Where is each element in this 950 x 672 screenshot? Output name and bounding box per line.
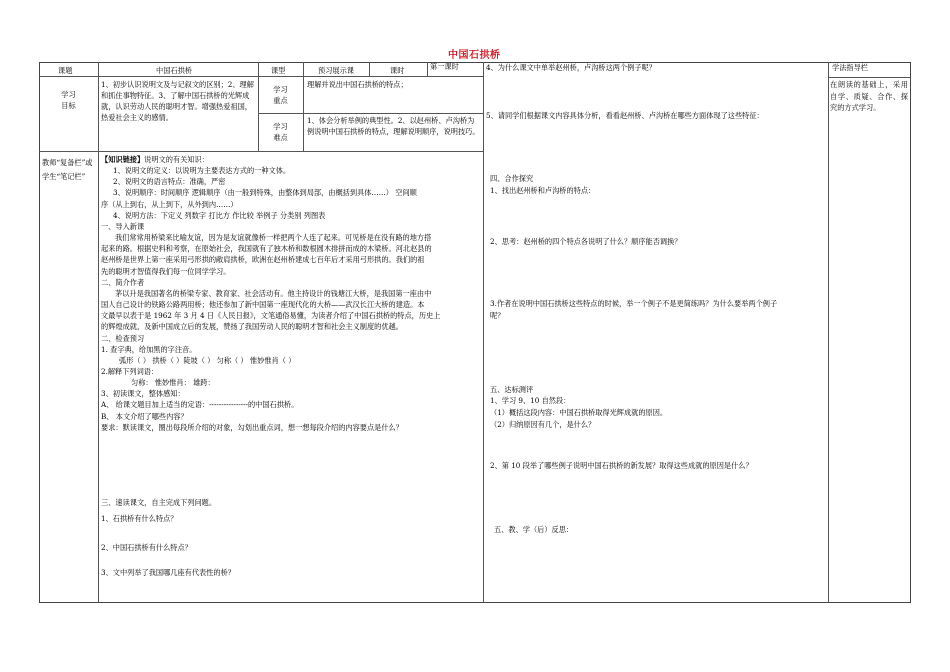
- question-item: 1、石拱桥有什么特点？: [101, 514, 178, 523]
- question-item: （2）归纳原因有几个，是什么？: [490, 420, 596, 429]
- preview-task: 要求：默读课文，圈出每段所介绍的对象，勾划出重点词，想一想每段介绍的内容要点是什么？: [101, 422, 403, 432]
- column-divider: [303, 62, 304, 151]
- knowledge-item: 2、说明文的语言特点：准确，严密: [113, 177, 226, 187]
- author-text: 的辉煌成就，及新中国成立后的发展，赞扬了我国劳动人民的聪明才智和社会主义制度的优越。: [101, 322, 403, 332]
- type-label: 课型: [271, 66, 286, 75]
- column-divider: [828, 62, 829, 603]
- intro-text: 我们常常用桥梁来比喻友谊，因为是友谊就像桥一样把两个人连了起来。可见桥是在没有路的地方搭: [115, 233, 432, 243]
- period-value: 第一课时: [430, 62, 459, 71]
- column-divider: [98, 62, 99, 603]
- section-heading: 一、导入新课: [101, 221, 145, 231]
- section-heading: 四、合作探究: [490, 174, 534, 183]
- author-text: 国人自己设计的铁路公路两用桥；他还参加了新中国第一座现代化的大桥——武汉长江大桥的建造。本: [101, 300, 425, 310]
- knowledge-heading: 【知识链接】说明文的有关知识：: [101, 155, 209, 164]
- preview-task: 3、初读课文，整体感知：: [101, 389, 185, 399]
- goals-label: 学习 目标: [61, 90, 76, 111]
- preview-task: 1. 查字典，给加黑的字注音。: [101, 344, 197, 354]
- question-item: 4、为什么课文中单举赵州桥，卢沟桥这两个例子呢？: [486, 63, 656, 72]
- row-divider: [39, 151, 483, 152]
- section-heading: 二、简介作者: [101, 277, 145, 287]
- row-divider: [39, 76, 483, 77]
- pinyin-items: 弧形（ ） 拱桥（ ）陡坡（ ） 匀称（ ） 惟妙惟肖（ ）: [119, 355, 296, 365]
- question-item: 1、学习 9、10 自然段：: [490, 396, 571, 405]
- difficulty-label: 学习 难点: [273, 122, 288, 143]
- topic-value: 中国石拱桥: [156, 66, 192, 75]
- row-divider: [828, 77, 911, 78]
- knowledge-item: 3、说明顺序：时间顺序 逻辑顺序（由一般到特殊，由整体到局部，由概括到具体……） 空间顺: [113, 188, 417, 198]
- author-text: 文最早以表于是 1962 年 3 月 4 日《人民日报》，文笔通俗易懂，为读者介绍了中国石拱桥的特点，历史上: [101, 311, 441, 321]
- question-item: 2、思考：赵州桥的四个特点各说明了什么？顺序能否调换？: [490, 237, 682, 246]
- question-item: 2、中国石拱桥有什么特点？: [101, 543, 192, 552]
- intro-text: 起来的路。根据史料和考察，在原始社会，我国就有了独木桥和数根圆木排拼而成的木梁桥。河北赵县的: [101, 244, 432, 254]
- question-item: （1）概括这段内容：中国石拱桥取得光辉成就的原因。: [490, 408, 668, 417]
- author-text: 茅以升是我国著名的桥梁专家、教育家、社会活动有。他主持设计的钱塘江大桥，是我国第一座由中: [115, 288, 432, 298]
- key-label: 学习 重点: [273, 85, 288, 106]
- question-item: 5、请同学们根据课文内容具体分析，看看赵州桥、卢沟桥在哪些方面体现了这些特征：: [486, 111, 764, 120]
- intro-text: 先的聪明才智值得我们每一位同学学习。: [101, 266, 231, 276]
- question-item: 2、第 10 段举了哪些例子说明中国石拱桥的新发展？取得这些成就的原因是什么？: [490, 461, 753, 470]
- column-divider: [483, 62, 484, 603]
- preview-task: B、 本文介绍了哪些内容？: [101, 411, 188, 421]
- question-item: 3、文中列举了我国哪几座有代表性的桥？: [101, 568, 235, 577]
- question-item: 呢？: [490, 311, 505, 320]
- knowledge-item: 1、说明文的定义：以说明为主要表达方式的一种文体。: [113, 166, 291, 176]
- main-content: [101, 154, 481, 433]
- question-item: 1、找出赵州桥和卢沟桥的特点：: [490, 186, 596, 195]
- guide-text: 在朗读的基础上，采用自学、质疑、合作、探究的方式学习。: [830, 80, 908, 113]
- notes-column-label: 教师“复备栏”或学生“笔记栏”: [42, 158, 93, 181]
- row-divider: [258, 113, 483, 114]
- section-heading: 三、速读课文，自主完成下列问题。: [101, 498, 217, 507]
- column-divider: [369, 62, 370, 76]
- question-item: 3.作者在说明中国石拱桥这些特点的时候，举一个例子不是更简练吗？为什么要举两个例子: [490, 299, 778, 308]
- section-heading: 五、达标测评: [490, 385, 534, 394]
- column-divider: [427, 62, 428, 76]
- difficulty-text: 1、体会分析举例的典型性。2、以赵州桥、卢沟桥为例说明中国石拱桥的特点，理解说明顺序，说明技巧。: [307, 116, 480, 137]
- guide-title: 学法指导栏: [832, 63, 868, 72]
- preview-task: 2.解释下列词语：: [101, 366, 159, 376]
- goals-text: 1、初步认识说明文及与记叙文的区别；2、理解和抓住事物特征。3、了解中国石拱桥的光辉成就，认识劳动人民的聪明才智。增强热爱祖国，热爱社会主义的感情。: [101, 80, 254, 123]
- intro-text: 赵州桥是世界上第一座采用弓形拱的敞肩拱桥，欧洲在赵州桥建成七百年后才采用弓形拱的。我们的祖: [101, 255, 425, 265]
- knowledge-item: 4、说明方法：下定义 列数字 打比方 作比较 举例子 分类别 列图表: [113, 210, 326, 220]
- section-heading: 二、检查预习: [101, 333, 145, 343]
- preview-task: A、 给课文题目加上适当的定语：----------------的中国石拱桥。: [101, 400, 299, 410]
- topic-label: 课题: [58, 66, 73, 75]
- key-text: 理解并说出中国石拱桥的特点；: [307, 80, 408, 89]
- period-label: 课时: [390, 66, 405, 75]
- section-heading: 五、教、学（后）反思：: [494, 525, 574, 534]
- type-value: 预习展示课: [318, 66, 354, 75]
- page-title: 中国石拱桥: [448, 50, 501, 61]
- knowledge-item: 序（从上到右，从上到下，从外到内……）: [101, 199, 238, 209]
- vocab-items: 匀称： 惟妙惟肖： 雄跨：: [131, 378, 215, 388]
